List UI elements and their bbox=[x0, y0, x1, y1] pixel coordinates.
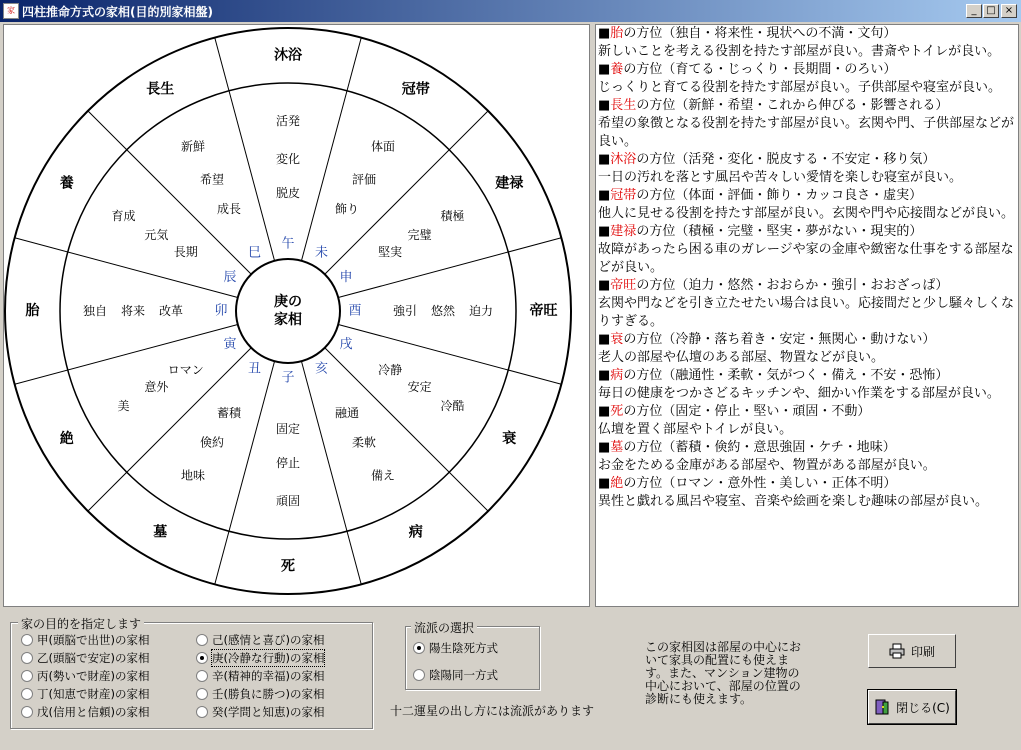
description-stage: 胎 bbox=[610, 26, 624, 41]
close-button-label: 閉じる(C) bbox=[896, 700, 950, 715]
description-text: 新しいことを考える役割を持たす部屋が良い。書斎やトイレが良い。 bbox=[598, 44, 1001, 59]
radio-label[interactable]: 陽生陰死方式 bbox=[429, 641, 498, 655]
zodiac-label: 巳 bbox=[247, 245, 262, 261]
radio-label[interactable]: 乙(頭脳で安定)の家相 bbox=[37, 651, 150, 665]
stage-label: 長生 bbox=[146, 81, 175, 98]
radio-circle-icon[interactable] bbox=[413, 669, 425, 681]
printer-icon bbox=[889, 643, 905, 659]
stage-label: 養 bbox=[59, 175, 74, 192]
radio-circle-icon[interactable] bbox=[21, 706, 33, 718]
description-item bbox=[596, 331, 1018, 367]
description-stage: 墓 bbox=[610, 440, 624, 455]
window-title: 四柱推命方式の家相(目的別家相盤) bbox=[22, 5, 213, 19]
purpose-option-radio[interactable] bbox=[21, 650, 149, 666]
bullet-square-icon: ■ bbox=[598, 188, 611, 203]
keyword-label: 希望 bbox=[199, 172, 225, 187]
keyword-label: 頑固 bbox=[275, 494, 301, 508]
radio-label[interactable]: 辛(精神的幸福)の家相 bbox=[212, 669, 325, 683]
description-item bbox=[596, 25, 1018, 61]
zodiac-label: 卯 bbox=[214, 303, 228, 319]
stage-label: 冠帯 bbox=[401, 81, 430, 98]
description-keywords: の方位（冷静・落ち着き・安定・無関心・動けない） bbox=[623, 332, 936, 347]
center-label: 家相 bbox=[274, 312, 302, 328]
description-keywords: の方位（育てる・じっくり・長期間・のろい） bbox=[623, 62, 897, 77]
description-item bbox=[596, 439, 1018, 475]
bullet-square-icon: ■ bbox=[598, 26, 611, 41]
stage-label: 沐浴 bbox=[274, 47, 302, 64]
bullet-square-icon: ■ bbox=[598, 332, 611, 347]
keyword-label: 冷静 bbox=[378, 363, 403, 377]
info-note-line: す。また、マンション建物の bbox=[645, 666, 800, 680]
keyword-label: 育成 bbox=[111, 209, 136, 223]
bullet-square-icon: ■ bbox=[598, 368, 611, 383]
radio-circle-icon[interactable] bbox=[196, 670, 208, 682]
description-keywords: の方位（迫力・悠然・おおらか・強引・おおざっぱ） bbox=[636, 278, 949, 293]
info-note-line: 中心において、部屋の位置の bbox=[645, 679, 801, 693]
keyword-label: 脱皮 bbox=[275, 186, 301, 200]
radio-label[interactable]: 甲(頭脳で出世)の家相 bbox=[37, 633, 150, 647]
description-stage: 養 bbox=[610, 62, 624, 77]
radio-circle-icon[interactable] bbox=[196, 652, 208, 664]
stage-label: 死 bbox=[281, 558, 295, 575]
description-stage: 建禄 bbox=[610, 224, 637, 239]
keyword-label: 融通 bbox=[334, 406, 360, 421]
bullet-square-icon: ■ bbox=[598, 404, 611, 419]
zodiac-label: 戌 bbox=[339, 337, 353, 352]
description-keywords: の方位（固定・停止・堅い・頑固・不動） bbox=[623, 404, 871, 419]
keyword-label: 活発 bbox=[275, 114, 301, 128]
description-heading bbox=[598, 403, 1018, 421]
description-stage: 帝旺 bbox=[610, 278, 637, 293]
description-keywords: の方位（新鮮・希望・これから伸びる・影響される） bbox=[636, 98, 949, 113]
direction-description-panel[interactable] bbox=[595, 24, 1019, 607]
keyword-label: 倹約 bbox=[199, 435, 225, 450]
purpose-option-radio[interactable] bbox=[196, 650, 324, 666]
school-note: 十二運星の出し方には流派があります bbox=[390, 704, 595, 718]
keyword-label: 完璧 bbox=[407, 228, 432, 242]
purpose-group-label: 家の目的を指定します bbox=[18, 615, 144, 632]
keyword-label: 停止 bbox=[275, 456, 301, 470]
info-note-line: 診断にも使えます。 bbox=[645, 692, 753, 706]
description-stage: 長生 bbox=[610, 98, 637, 113]
keyword-label: 堅実 bbox=[378, 245, 403, 259]
print-button[interactable] bbox=[868, 634, 956, 668]
zodiac-label: 丑 bbox=[247, 361, 262, 377]
keyword-label: 新鮮 bbox=[180, 139, 206, 154]
center-label: 庚の bbox=[274, 294, 302, 310]
keyword-label: 備え bbox=[370, 468, 396, 483]
keyword-label: 改革 bbox=[158, 304, 184, 318]
description-item bbox=[596, 151, 1018, 187]
keyword-label: 成長 bbox=[216, 201, 242, 216]
keyword-label: 変化 bbox=[275, 152, 301, 166]
info-note-line: いて家具の配置にも使えま bbox=[645, 653, 790, 667]
print-button-label: 印刷 bbox=[910, 644, 935, 659]
keyword-label: 元気 bbox=[144, 228, 169, 242]
purpose-option-radio[interactable] bbox=[21, 632, 149, 648]
bullet-square-icon: ■ bbox=[598, 62, 611, 77]
center-circle bbox=[236, 259, 340, 363]
school-option-radio[interactable] bbox=[413, 667, 498, 683]
description-stage: 冠帯 bbox=[610, 188, 637, 203]
radio-circle-icon[interactable] bbox=[196, 634, 208, 646]
close-window-button[interactable]: × bbox=[1001, 4, 1017, 18]
purpose-option-radio[interactable] bbox=[21, 704, 149, 720]
stage-label: 墓 bbox=[153, 524, 168, 541]
zodiac-label: 酉 bbox=[348, 303, 362, 319]
radio-label[interactable]: 戊(信用と信頼)の家相 bbox=[37, 705, 150, 719]
description-item bbox=[596, 187, 1018, 223]
zodiac-label: 申 bbox=[339, 270, 353, 285]
keyword-label: 美 bbox=[117, 399, 130, 413]
keyword-label: 悠然 bbox=[430, 304, 456, 318]
keyword-label: 体面 bbox=[370, 139, 396, 154]
keyword-label: 将来 bbox=[120, 304, 146, 318]
minimize-button[interactable]: _ bbox=[966, 4, 982, 18]
description-heading bbox=[598, 367, 1018, 385]
description-keywords: の方位（積極・完璧・堅実・夢がない・現実的） bbox=[636, 224, 923, 239]
description-heading bbox=[598, 187, 1018, 205]
description-text: じっくりと育てる役割を持たす部屋が良い。子供部屋や寝室が良い。 bbox=[598, 80, 1002, 95]
description-heading bbox=[598, 277, 1018, 295]
zodiac-label: 未 bbox=[314, 245, 329, 261]
description-text: 老人の部屋や仏壇のある部屋、物置などが良い。 bbox=[598, 350, 885, 365]
description-heading bbox=[598, 223, 1018, 241]
description-heading bbox=[598, 97, 1018, 115]
description-heading bbox=[598, 475, 1018, 493]
radio-label[interactable]: 丙(勢いで財産)の家相 bbox=[37, 669, 150, 683]
radio-circle-icon[interactable] bbox=[21, 688, 33, 700]
description-stage: 死 bbox=[610, 404, 624, 419]
purpose-option-radio[interactable] bbox=[196, 668, 324, 684]
description-item bbox=[596, 97, 1018, 151]
house-wheel-diagram bbox=[4, 25, 589, 606]
description-keywords: の方位（ロマン・意外性・美しい・正体不明） bbox=[623, 476, 897, 491]
radio-label[interactable]: 庚(冷静な行動)の家相 bbox=[212, 651, 325, 665]
purpose-option-radio[interactable] bbox=[196, 686, 324, 702]
keyword-label: 固定 bbox=[275, 422, 301, 436]
description-text: 仏壇を置く部屋やトイレが良い。 bbox=[598, 422, 793, 437]
title-bar[interactable] bbox=[0, 0, 1021, 22]
keyword-label: 安定 bbox=[407, 380, 432, 394]
info-note bbox=[645, 641, 815, 706]
school-option-radio[interactable] bbox=[413, 640, 498, 656]
zodiac-label: 午 bbox=[281, 236, 295, 252]
radio-label[interactable]: 陰陽同一方式 bbox=[429, 668, 498, 682]
radio-label[interactable]: 癸(学問と知恵)の家相 bbox=[212, 705, 325, 719]
zodiac-label: 寅 bbox=[223, 337, 237, 352]
radio-label[interactable]: 己(感情と喜び)の家相 bbox=[212, 633, 325, 647]
stage-label: 胎 bbox=[25, 303, 40, 319]
purpose-option-radio[interactable] bbox=[196, 632, 324, 648]
radio-circle-icon[interactable] bbox=[21, 652, 33, 664]
purpose-option-radio[interactable] bbox=[21, 668, 149, 684]
zodiac-label: 亥 bbox=[314, 361, 329, 377]
description-text: お金をためる金庫がある部屋や、物置がある部屋が良い。 bbox=[598, 458, 936, 473]
keyword-label: 長期 bbox=[173, 245, 198, 259]
bullet-square-icon: ■ bbox=[598, 224, 611, 239]
description-stage: 病 bbox=[610, 368, 624, 383]
keyword-label: 意外 bbox=[144, 380, 169, 394]
description-keywords: の方位（融通性・柔軟・気がつく・備え・不安・恐怖） bbox=[623, 368, 949, 383]
description-text: 玄関や門などを引き立たせたい場合は良い。応接間だと少し騒々しくなりすぎる。 bbox=[598, 296, 1015, 329]
keyword-label: 蓄積 bbox=[216, 406, 242, 421]
description-text: 他人に見せる役割を持たす部屋が良い。玄関や門や応接間などが良い。 bbox=[598, 206, 1015, 221]
description-keywords: の方位（体面・評価・飾り・カッコ良さ・虚実） bbox=[636, 188, 923, 203]
description-heading bbox=[598, 439, 1018, 457]
bullet-square-icon: ■ bbox=[598, 98, 611, 113]
description-heading bbox=[598, 25, 1018, 43]
description-item bbox=[596, 61, 1018, 97]
bullet-square-icon: ■ bbox=[598, 476, 611, 491]
purpose-option-radio[interactable] bbox=[196, 704, 324, 720]
description-text: 毎日の健康をつかさどるキッチンや、細かい作業をする部屋が良い。 bbox=[598, 386, 1000, 401]
stage-label: 建禄 bbox=[495, 175, 524, 192]
description-heading bbox=[598, 331, 1018, 349]
description-item bbox=[596, 403, 1018, 439]
description-keywords: の方位（蓄積・倹約・意思強固・ケチ・地味） bbox=[623, 440, 896, 455]
description-text: 故障があったら困る車のガレージや家の金庫や緻密な仕事をする部屋などが良い。 bbox=[598, 242, 1014, 275]
bullet-square-icon: ■ bbox=[598, 440, 611, 455]
door-exit-icon bbox=[874, 699, 890, 715]
description-item bbox=[596, 223, 1018, 277]
keyword-label: 柔軟 bbox=[351, 435, 377, 450]
radio-circle-icon[interactable] bbox=[21, 670, 33, 682]
radio-circle-icon[interactable] bbox=[196, 688, 208, 700]
close-button[interactable] bbox=[868, 690, 956, 724]
description-text: 希望の象徴となる役割を持たす部屋が良い。玄関や門、子供部屋などが良い。 bbox=[598, 116, 1015, 149]
stage-label: 衰 bbox=[502, 430, 517, 447]
radio-circle-icon[interactable] bbox=[413, 642, 425, 654]
radio-label[interactable]: 丁(知恵で財産)の家相 bbox=[37, 687, 150, 701]
description-heading bbox=[598, 151, 1018, 169]
zodiac-label: 子 bbox=[281, 370, 295, 386]
description-stage: 沐浴 bbox=[610, 152, 637, 167]
keyword-label: ロマン bbox=[167, 363, 204, 377]
bullet-square-icon: ■ bbox=[598, 152, 611, 167]
stage-label: 病 bbox=[408, 524, 423, 541]
description-keywords: の方位（活発・変化・脱皮する・不安定・移り気） bbox=[636, 152, 936, 167]
keyword-label: 強引 bbox=[392, 304, 418, 318]
description-heading bbox=[598, 61, 1018, 79]
keyword-label: 迫力 bbox=[468, 304, 494, 318]
maximize-button[interactable]: □ bbox=[983, 4, 999, 18]
keyword-label: 地味 bbox=[180, 468, 206, 483]
description-item bbox=[596, 367, 1018, 403]
description-item bbox=[596, 277, 1018, 331]
bullet-square-icon: ■ bbox=[598, 278, 611, 293]
description-stage: 絶 bbox=[610, 476, 624, 491]
zodiac-label: 辰 bbox=[223, 270, 237, 285]
description-keywords: の方位（独自・将来性・現状への不満・文句） bbox=[623, 26, 897, 41]
purpose-option-radio[interactable] bbox=[21, 686, 149, 702]
description-text: 一日の汚れを落とす風呂や苦々しい愛情を楽しむ寝室が良い。 bbox=[598, 170, 963, 185]
app-icon: 家 bbox=[3, 3, 19, 19]
keyword-label: 飾り bbox=[334, 201, 360, 216]
stage-label: 絶 bbox=[59, 430, 74, 447]
radio-circle-icon[interactable] bbox=[196, 706, 208, 718]
info-note-line: この家相図は部屋の中心にお bbox=[645, 640, 802, 654]
radio-circle-icon[interactable] bbox=[21, 634, 33, 646]
description-item bbox=[596, 475, 1018, 511]
keyword-label: 冷酷 bbox=[440, 399, 465, 413]
school-group-label: 流派の選択 bbox=[411, 619, 477, 636]
description-stage: 衰 bbox=[610, 332, 624, 347]
keyword-label: 評価 bbox=[351, 172, 377, 187]
stage-label: 帝旺 bbox=[529, 303, 558, 319]
keyword-label: 独自 bbox=[82, 304, 108, 318]
keyword-label: 積極 bbox=[440, 209, 465, 223]
house-wheel-panel bbox=[3, 24, 590, 607]
description-text: 異性と戯れる風呂や寝室、音楽や絵画を楽しむ趣味の部屋が良い。 bbox=[598, 494, 989, 509]
radio-label[interactable]: 壬(勝負に勝つ)の家相 bbox=[212, 687, 325, 701]
